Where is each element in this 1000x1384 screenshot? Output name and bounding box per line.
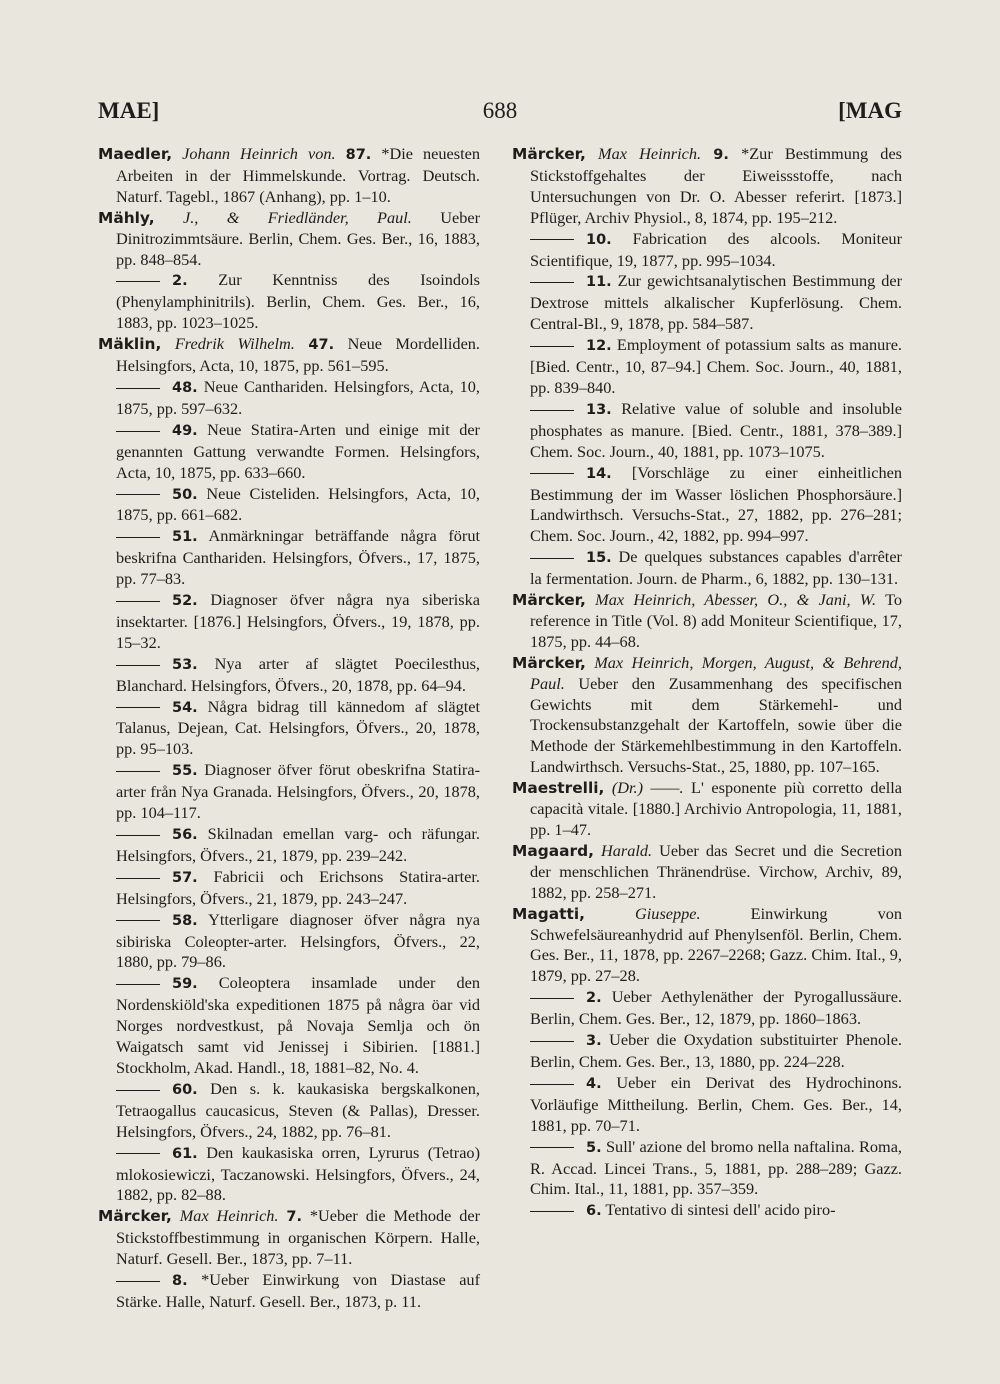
entry-number: 48.	[172, 379, 198, 396]
ditto-dash	[116, 878, 160, 879]
entry-text: Skilnadan emellan varg- och räfungar. Helsingfors, Öfvers., 21, 1879, pp. 239–242.	[116, 824, 480, 865]
entry-number: 56.	[172, 827, 198, 843]
author-surname: Mäklin,	[98, 335, 162, 354]
entry-text: Zur Kenntniss des Isoindols (Phenylamphinitrils). Berlin, Chem. Ges. Ber., 16, 1883, pp. 1023–1025.	[116, 270, 480, 333]
entry-text: Nya arter af slägtet Poecilesthus, Blanchard. Helsingfors, Öfvers., 20, 1878, pp. 64–94.	[116, 653, 480, 695]
author-forename: Max Heinrich.	[179, 1206, 279, 1226]
entry-text: Neue Mordelliden. Helsingfors, Acta, 10, 1875, pp. 561–595.	[116, 334, 481, 376]
bib-entry	[98, 973, 480, 1079]
bib-entry	[98, 867, 480, 910]
ditto-dash	[530, 282, 574, 283]
entry-number: 60.	[172, 1081, 198, 1098]
bib-entry	[512, 841, 902, 904]
author-surname: Maestrelli,	[512, 779, 605, 798]
entry-text: Ueber Dinitrozimmtsäure. Berlin, Chem. Ges. Ber., 16, 1883, pp. 848–854.	[116, 207, 480, 269]
bib-entry	[512, 144, 902, 229]
entry-text: *Die neuesten Arbeiten in der Himmelskunde. Vortrag. Deutsch. Naturf. Tagebl., 1867 (Anhang), pp. 1–10.	[116, 144, 480, 206]
bib-entry	[98, 910, 480, 974]
bib-entry	[98, 760, 480, 824]
bib-entry	[512, 463, 902, 548]
author-forename: Harald.	[600, 840, 653, 860]
entry-number: 2.	[172, 273, 188, 290]
bib-entry	[512, 653, 902, 778]
entry-text: L' esponente più corretto della capacità vitale. [1880.] Archivio Antropologia, 11, 1881, pp. 1–47.	[530, 778, 902, 839]
entry-number: 10.	[586, 231, 612, 248]
ditto-dash	[530, 1147, 574, 1148]
author-surname: Magaard,	[512, 841, 594, 860]
bib-entry	[98, 1143, 480, 1207]
entry-number: 11.	[586, 274, 612, 291]
entry-text: Coleoptera insamlade under den Nordenskiöld'ska expeditionen 1875 på några öar vid Norges nordvestkust, på Novaja Semlja och ön Waigatsch samt vid Jenissej i Sibirien. [1881.] Stockholm, Akad. Handl., 18, 1881–82, No. 4.	[116, 973, 480, 1077]
bib-entry	[98, 1079, 480, 1143]
ditto-dash	[116, 771, 160, 772]
author-surname: Magatti,	[512, 904, 585, 923]
bib-entry	[512, 271, 902, 335]
bib-entry	[512, 1030, 902, 1073]
bib-entry	[98, 697, 480, 761]
ditto-dash	[530, 558, 574, 559]
entry-number: 58.	[172, 912, 198, 929]
entry-text: Neue Cisteliden. Helsingfors, Acta, 10, 1875, pp. 661–682.	[116, 483, 480, 525]
entry-number: 4.	[586, 1075, 602, 1092]
entry-text: Sull' azione del bromo nella naftalina. Roma, R. Accad. Lincei Trans., 5, 1881, pp. 288–289; Gazz. Chim. Ital., 11, 1881, pp. 357–359.	[530, 1136, 902, 1199]
entry-number: 5.	[586, 1139, 602, 1156]
bib-entry	[512, 399, 902, 463]
entry-text: Relative value of soluble and insoluble phosphates as manure. [Bied. Centr., 1881, 378–389.] Chem. Soc. Journ., 40, 1881, pp. 1073–1075.	[530, 398, 902, 461]
author-forename: Fredrik Wilhelm.	[174, 334, 295, 354]
author-forename: Max Heinrich.	[598, 144, 702, 163]
entry-text: Neue Statira-Arten und einige mit der genannten Gattung verwandte Formen. Helsingfors, Acta, 10, 1875, pp. 633–660.	[116, 419, 480, 482]
author-forename: Max Heinrich, Abesser, O., & Jani, W.	[595, 590, 877, 610]
entry-text: Ueber die Oxydation substituirter Phenole. Berlin, Chem. Ges. Ber., 13, 1880, pp. 224–228.	[530, 1030, 903, 1071]
ditto-dash	[116, 707, 160, 708]
ditto-dash	[116, 835, 160, 836]
entry-number: 53.	[172, 656, 198, 673]
bib-entry	[512, 229, 902, 272]
ditto-dash	[116, 494, 160, 495]
ditto-dash	[116, 1281, 160, 1282]
ditto-dash	[530, 239, 574, 240]
bib-entry	[98, 654, 480, 697]
author-surname: Maedler,	[98, 145, 173, 163]
ditto-dash	[116, 388, 160, 389]
entry-number: 52.	[172, 593, 198, 610]
right-column	[512, 144, 902, 1222]
entry-number: 47.	[308, 337, 335, 354]
bib-entry	[512, 778, 902, 841]
author-surname: Märcker,	[512, 653, 586, 672]
bib-entry	[98, 377, 480, 420]
entry-text: Neue Canthariden. Helsingfors, Acta, 10, 1875, pp. 597–632.	[116, 376, 480, 418]
bib-entry	[98, 484, 480, 527]
entry-text: Tentativo di sintesi dell' acido piro-	[605, 1200, 836, 1220]
header-right: [MAG	[838, 98, 902, 123]
entry-text: Ueber ein Derivat des Hydrochinons. Vorläufige Mittheilung. Berlin, Chem. Ges. Ber., 14, 1881, pp. 70–71.	[530, 1072, 902, 1135]
bib-entry	[512, 1073, 902, 1137]
entry-number: 61.	[172, 1145, 198, 1162]
author-forename: (Dr.) ——.	[611, 778, 684, 798]
author-surname: Märcker,	[512, 591, 586, 610]
author-forename: Johann Heinrich von.	[182, 144, 336, 163]
entry-number: 59.	[172, 976, 198, 993]
bib-entry	[512, 904, 902, 988]
ditto-dash	[530, 998, 574, 999]
ditto-dash	[116, 920, 160, 921]
ditto-dash	[530, 410, 574, 411]
entry-text: [Vorschläge zu einer einheitlichen Bestimmung der im Wasser löslichen Phosphorsäure.] Landwirthsch. Versuchs-Stat., 27, 1882, pp. 276–281; Chem. Soc. Journ., 42, 1882, pp. 994–997.	[530, 462, 902, 546]
entry-number: 3.	[586, 1033, 602, 1050]
entry-number: 6.	[586, 1203, 602, 1220]
author-forename: Giuseppe.	[635, 903, 701, 923]
author-surname: Märcker,	[512, 145, 586, 163]
entry-number: 49.	[172, 422, 198, 439]
entry-number: 2.	[586, 990, 602, 1007]
bib-entry	[512, 590, 902, 653]
entry-text: *Ueber die Methode der Stickstoffbestimmung in organischen Körpern. Halle, Naturf. Gesell. Ber., 1873, pp. 7–11.	[116, 1206, 481, 1269]
entry-text: Ytterligare diagnoser öfver några nya sibiriska Coleopter-arter. Helsingfors, Öfvers., 22, 1880, pp. 79–86.	[116, 909, 481, 972]
entry-text: To reference in Title (Vol. 8) add Moniteur Scientifique, 17, 1875, pp. 44–68.	[530, 590, 903, 651]
entry-text: Den kaukasiska orren, Lyrurus (Tetrao) mlokosiewiczi, Taczanowski. Helsingfors, Öfvers., 24, 1882, pp. 82–88.	[116, 1142, 480, 1205]
bib-entry	[98, 420, 480, 484]
entry-number: 57.	[172, 869, 198, 886]
ditto-dash	[116, 1090, 160, 1091]
entry-text: *Zur Bestimmung des Stickstoffgehaltes der Eiweissstoffe, nach Untersuchungen von Dr. O. Abesser referirt. [1873.] Pflüger, Archiv Physiol., 8, 1874, pp. 195–212.	[530, 144, 903, 227]
entry-number: 13.	[586, 401, 612, 418]
bib-entry	[512, 335, 902, 399]
entry-text: Ueber den Zusammenhang des specifischen Gewichts mit dem Stärkemehl- und Trockensubstanzgehalt der Kartoffeln, sowie über die Methode der Stärkemehlbestimmung in den Kartoffeln. Landwirthsch. Versuchs-Stat., 25, 1880, pp. 107–165.	[530, 673, 902, 777]
bib-entry	[98, 824, 480, 867]
author-surname: Mähly,	[98, 208, 155, 227]
author-surname: Märcker,	[98, 1207, 172, 1226]
entry-text: Den s. k. kaukasiska bergskalkonen, Tetraogallus caucasicus, Steven (& Pallas), Dresser. Helsingfors, Öfvers., 24, 1882, pp. 76–81.	[116, 1078, 480, 1141]
author-forename: J., & Friedländer, Paul.	[182, 207, 412, 227]
author-forename: Max Heinrich, Morgen, August, & Behrend, Paul.	[530, 652, 902, 693]
entry-number: 9.	[713, 147, 729, 163]
entry-text: Employment of potassium salts as manure. [Bied. Centr., 10, 87–94.] Chem. Soc. Journ., 40, 1881, pp. 839–840.	[530, 335, 902, 397]
bib-entry	[98, 144, 480, 208]
ditto-dash	[530, 346, 574, 347]
entry-text: Ueber Aethylenäther der Pyrogallussäure. Berlin, Chem. Ges. Ber., 12, 1879, pp. 1860–1863.	[530, 987, 902, 1029]
ditto-dash	[116, 1153, 160, 1154]
bib-entry	[512, 547, 902, 590]
left-column	[98, 144, 480, 1313]
entry-text: De quelques substances capables d'arrêter la fermentation. Journ. de Pharm., 6, 1882, pp. 130–131.	[530, 547, 902, 589]
entry-text: Några bidrag till kännedom af slägtet Talanus, Dejean, Cat. Helsingfors, Öfvers., 20, 1878, pp. 95–103.	[116, 696, 480, 759]
entry-text: Fabricii och Erichsons Statira-arter. Helsingfors, Öfvers., 21, 1879, pp. 243–247.	[116, 866, 480, 908]
entry-number: 51.	[172, 529, 198, 546]
ditto-dash	[530, 1041, 574, 1042]
ditto-dash	[116, 431, 160, 432]
bib-entry	[98, 208, 480, 271]
ditto-dash	[530, 1211, 574, 1212]
entry-text: Fabrication des alcools. Moniteur Scientifique, 19, 1877, pp. 995–1034.	[530, 228, 902, 270]
bib-entry	[98, 526, 480, 590]
entry-text: Zur gewichtsanalytischen Bestimmung der Dextrose mittels alkalischer Kupferlösung. Chem. Central-Bl., 9, 1878, pp. 584–587.	[530, 271, 902, 334]
bib-entry	[98, 590, 480, 654]
bib-entry	[512, 987, 902, 1030]
ditto-dash	[530, 473, 574, 474]
entry-number: 12.	[586, 338, 612, 355]
page-number: 688	[482, 98, 518, 123]
ditto-dash	[530, 1084, 574, 1085]
bib-entry	[98, 270, 480, 334]
entry-text: Anmärkningar beträffande några förut beskrifna Canthariden. Helsingfors, Öfvers., 17, 1875, pp. 77–83.	[116, 526, 480, 589]
entry-text: *Ueber Einwirkung von Diastase auf Stärke. Halle, Naturf. Gesell. Ber., 1873, p. 11.	[116, 1270, 480, 1311]
ditto-dash	[116, 601, 160, 602]
bib-entry	[98, 334, 480, 377]
bib-entry	[98, 1206, 480, 1270]
header-left: MAE]	[98, 98, 160, 123]
page-header	[98, 98, 902, 128]
bib-entry	[98, 1270, 480, 1313]
entry-text: Diagnoser öfver några nya siberiska insektarter. [1876.] Helsingfors, Öfvers., 19, 1878, pp. 15–32.	[116, 590, 480, 652]
entry-number: 14.	[586, 465, 612, 482]
bib-entry	[512, 1200, 902, 1222]
entry-text: Diagnoser öfver förut obeskrifna Statira-arter från Nya Granada. Helsingfors, Öfvers., 20, 1878, pp. 104–117.	[116, 760, 480, 823]
ditto-dash	[116, 984, 160, 985]
entry-number: 55.	[172, 763, 198, 780]
bib-entry	[512, 1137, 902, 1201]
entry-text: Einwirkung von Schwefelsäureanhydrid auf Phenylsenföl. Berlin, Chem. Ges. Ber., 11, 1878, pp. 2267–2268; Gazz. Chim. Ital., 9, 1879, pp. 27–28.	[530, 903, 902, 986]
ditto-dash	[116, 281, 160, 282]
ditto-dash	[116, 665, 160, 666]
entry-text: Ueber das Secret und die Secretion der menschlichen Thränendrüse. Virchow, Archiv, 89, 1882, pp. 258–271.	[530, 840, 902, 902]
entry-number: 7.	[286, 1209, 303, 1226]
entry-number: 50.	[172, 486, 198, 503]
entry-number: 15.	[586, 550, 612, 567]
entry-number: 87.	[345, 147, 372, 163]
entry-number: 54.	[172, 699, 198, 716]
entry-number: 8.	[172, 1273, 188, 1290]
ditto-dash	[116, 537, 160, 538]
